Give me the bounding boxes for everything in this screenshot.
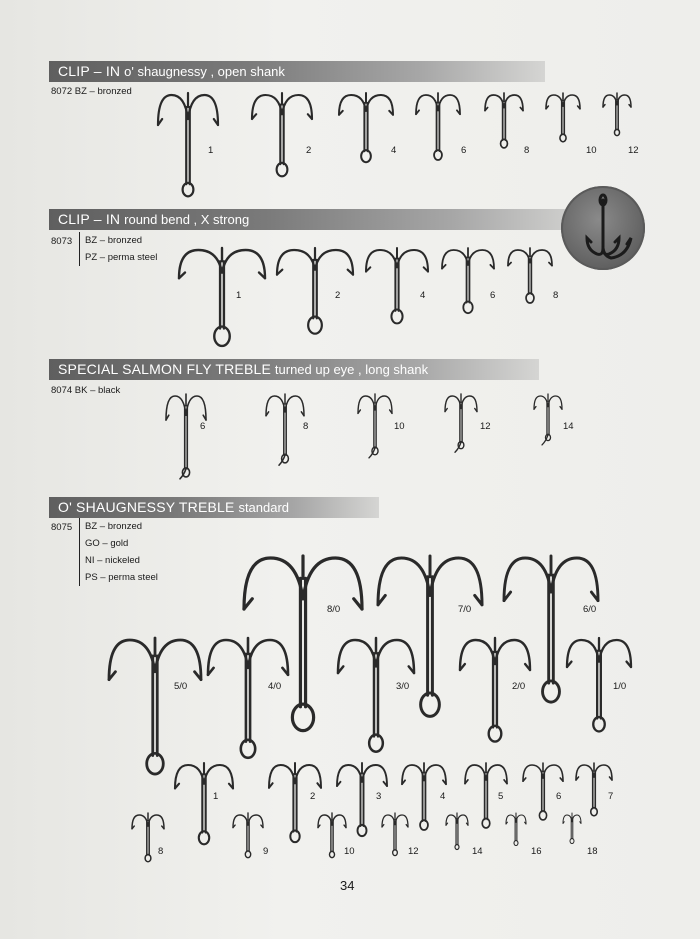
treble-hook-icon [446, 813, 468, 850]
hook-size-label: 5/0 [174, 681, 188, 692]
hook-size-label: 12 [628, 145, 639, 156]
hook-size-label: 10 [394, 421, 405, 432]
treble-hook-icon [416, 93, 460, 160]
hook-size-label: 10 [586, 145, 597, 156]
finish-item: GO – gold [85, 538, 129, 549]
hook-size-label: 16 [531, 846, 542, 857]
hook-size-label: 14 [472, 846, 483, 857]
hook-size-label: 8 [553, 290, 559, 301]
treble-hook-icon [358, 394, 392, 458]
page-number: 34 [340, 878, 355, 893]
hook-size-label: 8/0 [327, 604, 341, 615]
hook-size-label: 12 [408, 846, 419, 857]
hook-size-label: 8 [303, 421, 309, 432]
treble-hook-icon [252, 93, 312, 176]
treble-hook-icon [233, 813, 263, 858]
treble-hook-icon [546, 93, 580, 142]
hook-size-label: 3 [376, 791, 382, 802]
finish-item: BK – black [74, 385, 121, 396]
finish-item: PZ – perma steel [85, 252, 158, 263]
treble-hook-icon [485, 93, 523, 148]
hook-size-label: 8 [158, 846, 164, 857]
section-title-rest: standard [238, 500, 290, 515]
hook-size-label: 6 [461, 145, 467, 156]
hook-size-label: 1 [213, 791, 219, 802]
treble-hook-icon [534, 394, 562, 445]
finish-item: NI – nickeled [85, 555, 140, 566]
hook-size-label: 1 [208, 145, 214, 156]
finish-item: BZ – bronzed [74, 86, 132, 97]
hook-size-label: 5 [498, 791, 504, 802]
code-number: 8072 [51, 86, 73, 97]
finish-item: BZ – bronzed [85, 521, 143, 532]
section-title-bold: O' SHAUGNESSY TREBLE [58, 499, 235, 515]
treble-hook-icon [506, 813, 526, 846]
hook-size-label: 18 [587, 846, 598, 857]
treble-hook-icon [166, 394, 206, 479]
treble-hook-icon [109, 638, 201, 774]
treble-hook-icon [269, 763, 321, 842]
treble-hook-icon [366, 248, 428, 323]
section-title-bold: SPECIAL SALMON FLY TREBLE [58, 361, 272, 377]
hook-size-label: 6 [200, 421, 206, 432]
section-title-bold: CLIP – IN [58, 63, 121, 79]
hook-size-label: 1 [236, 290, 242, 301]
treble-hook-icon [208, 638, 288, 758]
treble-hook-icon [563, 813, 581, 844]
treble-hook-icon [175, 763, 233, 844]
finish-item: PS – perma steel [85, 572, 158, 583]
hook-size-label: 4 [440, 791, 446, 802]
section-title-bold: CLIP – IN [58, 211, 121, 227]
treble-hook-icon [442, 248, 494, 313]
hook-size-label: 2/0 [512, 681, 526, 692]
treble-hook-icon [603, 93, 631, 136]
hook-size-label: 4 [420, 290, 426, 301]
hook-size-label: 4 [391, 145, 397, 156]
section-title-rest: o' shaugnessy , open shank [124, 64, 285, 79]
hook-size-label: 7 [608, 791, 614, 802]
hook-size-label: 6/0 [583, 604, 597, 615]
code-number: 8075 [51, 522, 73, 533]
code-number: 8073 [51, 236, 73, 247]
code-number: 8074 [51, 385, 73, 396]
hook-size-label: 12 [480, 421, 491, 432]
treble-hook-icon [318, 813, 346, 858]
treble-hook-icon [382, 813, 408, 856]
treble-hook-icon [277, 248, 353, 334]
hook-size-label: 3/0 [396, 681, 410, 692]
treble-hook-icon [179, 248, 265, 346]
hook-size-label: 6 [556, 791, 562, 802]
hook-size-label: 9 [263, 846, 269, 857]
finish-item: BZ – bronzed [85, 235, 143, 246]
hook-size-label: 2 [335, 290, 341, 301]
hook-size-label: 2 [310, 791, 316, 802]
section-title-rest: turned up eye , long shank [274, 362, 429, 377]
treble-hook-icon [338, 638, 414, 752]
hook-size-label: 2 [306, 145, 312, 156]
treble-hook-icon [339, 93, 393, 162]
treble-hook-icon [445, 394, 477, 452]
hook-size-label: 8 [524, 145, 530, 156]
hook-size-label: 10 [344, 846, 355, 857]
hook-size-label: 4/0 [268, 681, 282, 692]
hook-size-label: 14 [563, 421, 574, 432]
treble-hook-icon [576, 763, 612, 816]
treble-hook-icon [266, 394, 304, 465]
treble-hook-icon [378, 556, 482, 716]
hook-size-label: 6 [490, 290, 496, 301]
section-title-rest: round bend , X strong [124, 212, 250, 227]
treble-hook-icon [508, 248, 552, 303]
hook-size-label: 1/0 [613, 681, 627, 692]
hook-size-label: 7/0 [458, 604, 472, 615]
